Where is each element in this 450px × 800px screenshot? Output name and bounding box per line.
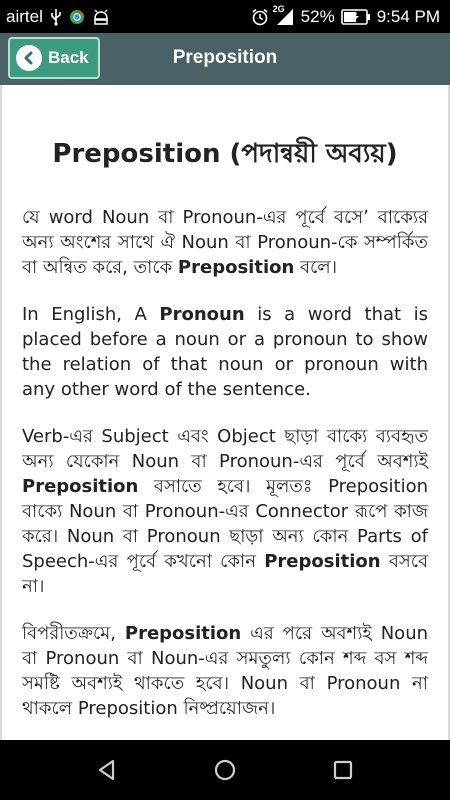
bold-term: Preposition (124, 623, 242, 644)
system-nav-bar (0, 740, 450, 800)
battery-icon (341, 9, 371, 25)
paragraph-conversely (22, 621, 428, 721)
back-button-label: Back (48, 48, 89, 67)
app-title: Preposition (172, 47, 278, 68)
status-bar (0, 0, 450, 33)
page-heading: Preposition (পদান্বয়ী অব্যয়) (52, 139, 398, 169)
usb-icon (50, 8, 62, 26)
lesson-content[interactable] (0, 85, 450, 740)
text-run: In English, A (22, 304, 160, 325)
home-circle-icon[interactable] (203, 748, 247, 792)
android-icon (92, 9, 110, 25)
text-run: যে word Noun বা Pronoun-এর পূর্বে বসে’ বাক্যের অন্য অংশের সাথে ঐ Noun বা Pronoun-কে সম্পর্কিত বা অন্বিত করে, তাকে (22, 207, 428, 278)
bold-term: Preposition (22, 476, 139, 497)
paragraph-usage (22, 424, 428, 599)
bold-term: Preposition (177, 257, 295, 278)
carrier-name: airtel (6, 6, 43, 26)
clock-time: 9:54 PM (376, 6, 440, 26)
paragraph-definition-en (22, 302, 428, 402)
text-run: বিপরীতক্রমে, (22, 623, 125, 644)
app-bar (0, 33, 450, 85)
text-run: এর পরে অবশ্যই Noun বা Pronoun বা Noun-এর সমতুল্য কোন শব্দ বস শব্দ সমষ্টি অবশ্যই থাকতে হবে। Noun বা Pronoun না থাকলে Preposition নিষ্প্রয়োজন। (22, 623, 429, 719)
text-run: বসাতে হবে। মূলতঃ Preposition বাক্যে Noun বা Pronoun-এর Connector রূপে কাজ করে। Noun বা Pronoun ছাড়া অন্য কোন Parts of Speech-এর পূর্বে কখনো কোন (22, 476, 428, 572)
signal-type-label: 2G (272, 3, 285, 14)
bold-term: Pronoun (159, 304, 245, 325)
battery-percent: 52% (300, 6, 335, 26)
paragraph-definition-bn (22, 205, 428, 280)
text-run: বলে। (294, 257, 338, 278)
signal-icon (272, 3, 295, 26)
alarm-icon (251, 8, 269, 26)
back-triangle-icon[interactable] (85, 748, 129, 792)
text-run: is a word that is placed before a noun or a pronoun to show the relation of that noun or pronoun with any other word of the sentence. (22, 304, 428, 400)
recents-square-icon[interactable] (321, 748, 365, 792)
chrome-icon (69, 9, 85, 25)
bold-term: Preposition (264, 551, 381, 572)
text-run: বসবে না। (22, 551, 428, 597)
text-run: Verb-এর Subject এবং Object ছাড়া বাক্যে ব্যবহৃত অন্য যেকোন Noun বা Pronoun-এর পূর্বে অবশ্যই (22, 426, 428, 472)
